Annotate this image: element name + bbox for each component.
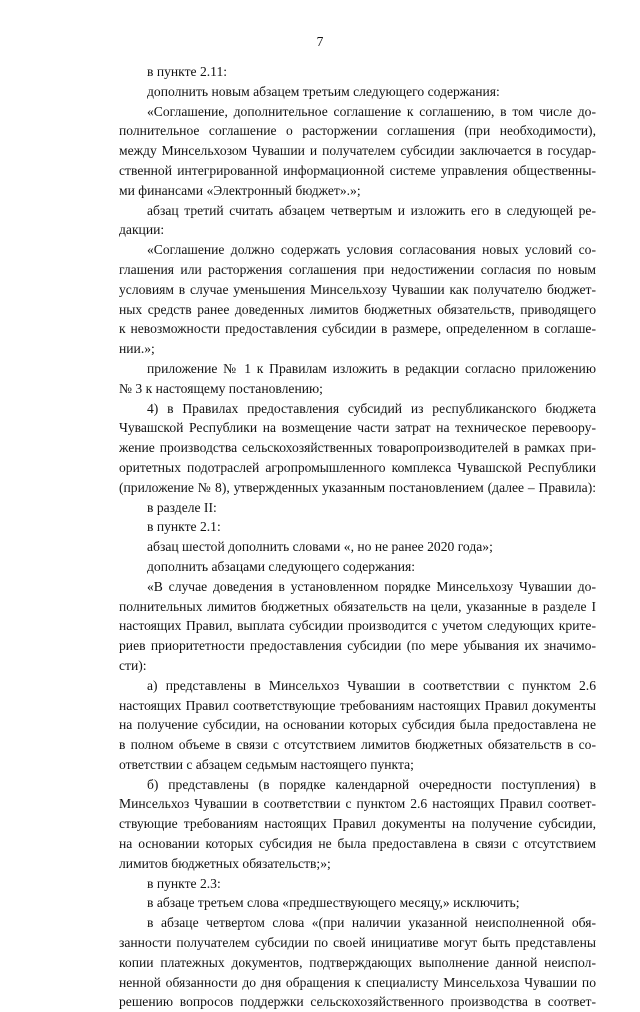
text-line: полнительных лимитов бюджетных обязательств на цели, указанные в разделе I <box>119 598 596 614</box>
text-line: дополнить абзацами следующего содержания: <box>147 558 416 574</box>
text-line: ственной интегрированной информационной системе управления общественны- <box>119 162 596 178</box>
page-number: 7 <box>316 34 324 49</box>
text-line: на получение субсидии, на основании которых субсидия была предоставлена не <box>119 717 596 733</box>
text-line: в абзаце четвертом слова «(при наличии указанной неисполненной обя- <box>147 915 596 931</box>
text-line: жение производства сельскохозяйственных товаропроизводителей в рамках при- <box>119 440 596 456</box>
text-line: настоящих Правил соответствующие требованиям настоящих Правил документы <box>119 697 596 713</box>
text-line: дакции: <box>119 222 165 238</box>
text-line: оритетных подотраслей агропромышленного комплекса Чувашской Республики <box>119 459 596 475</box>
text-line: «Соглашение, дополнительное соглашение к соглашению, в том числе до- <box>147 103 596 119</box>
text-line: «В случае доведения в установленном порядке Минсельхозу Чувашии до- <box>147 578 596 594</box>
text-line: решению вопросов поддержки сельскохозяйственного производства в соответ- <box>119 994 596 1010</box>
text-line: копии платежных документов, подтверждающих выполнение данной неиспол- <box>119 954 596 970</box>
text-line: (приложение № 8), утвержденных указанным постановлением (далее – Правила): <box>119 479 596 495</box>
text-line: условиям в случае уменьшения Минсельхозу Чувашии как получателю бюджет- <box>119 281 596 297</box>
text-line: на основании которых субсидия не была предоставлена в связи с отсутствием <box>119 836 596 852</box>
text-line: ненной обязанности до дня обращения к специалисту Минсельхоза Чувашии по <box>119 974 596 990</box>
text-line: абзац третий считать абзацем четвертым и изложить его в следующей ре- <box>147 202 596 218</box>
text-line: ответствии с абзацем седьмым настоящего пункта; <box>119 756 414 772</box>
text-line: дополнить новым абзацем третьим следующего содержания: <box>147 83 500 99</box>
text-line: ми финансами «Электронный бюджет».»; <box>119 182 361 198</box>
text-line: сти): <box>119 657 147 673</box>
text-line: б) представлены (в порядке календарной очередности поступления) в <box>147 776 596 792</box>
text-line: в пункте 2.1: <box>147 519 221 535</box>
text-line: занности получателем субсидии по своей инициативе могут быть представлены <box>119 935 596 951</box>
text-line: «Соглашение должно содержать условия согласования новых условий со- <box>147 242 596 258</box>
text-line: Минсельхоз Чувашии в соответствии с пунктом 2.6 настоящих Правил соответ- <box>119 796 596 812</box>
text-line: в полном объеме в связи с отсутствием лимитов бюджетных обязательств в со- <box>119 737 596 753</box>
text-line: к невозможности предоставления субсидии в размере, определенном в соглаше- <box>119 321 596 337</box>
text-line: нии.»; <box>119 341 155 357</box>
text-line: глашения или расторжения соглашения при недостижении согласия по новым <box>119 261 596 277</box>
text-line: Чувашской Республики на возмещение части затрат на техническое перевоору- <box>119 420 596 436</box>
text-line: полнительное соглашение о расторжении соглашения (при необходимости), <box>119 123 596 139</box>
text-line: лимитов бюджетных обязательств;»; <box>119 855 331 871</box>
text-line: риев приоритетности предоставления субсидии (по мере убывания их значимо- <box>119 638 596 654</box>
text-line: в абзаце третьем слова «предшествующего месяцу,» исключить; <box>147 895 520 911</box>
text-line: ствующие требованиям настоящих Правил документы на получение субсидии, <box>119 816 596 832</box>
text-line: между Минсельхозом Чувашии и получателем субсидии заключается в государ- <box>119 143 596 159</box>
text-line: а) представлены в Минсельхоз Чувашии в соответствии с пунктом 2.6 <box>147 677 596 693</box>
text-line: приложение № 1 к Правилам изложить в редакции согласно приложению <box>147 360 596 376</box>
text-line: 4) в Правилах предоставления субсидий из республиканского бюджета <box>147 400 596 416</box>
text-line: № 3 к настоящему постановлению; <box>119 380 323 396</box>
text-line: настоящих Правил, выплата субсидии производится с учетом следующих крите- <box>119 618 596 634</box>
text-line: абзац шестой дополнить словами «, но не ранее 2020 года»; <box>147 539 493 555</box>
document-body <box>119 62 596 1012</box>
text-line: в разделе II: <box>147 499 217 515</box>
text-line: в пункте 2.3: <box>147 875 221 891</box>
text-line: ных средств ранее доведенных лимитов бюджетных обязательств, приводящего <box>119 301 596 317</box>
text-line: в пункте 2.11: <box>147 64 228 79</box>
